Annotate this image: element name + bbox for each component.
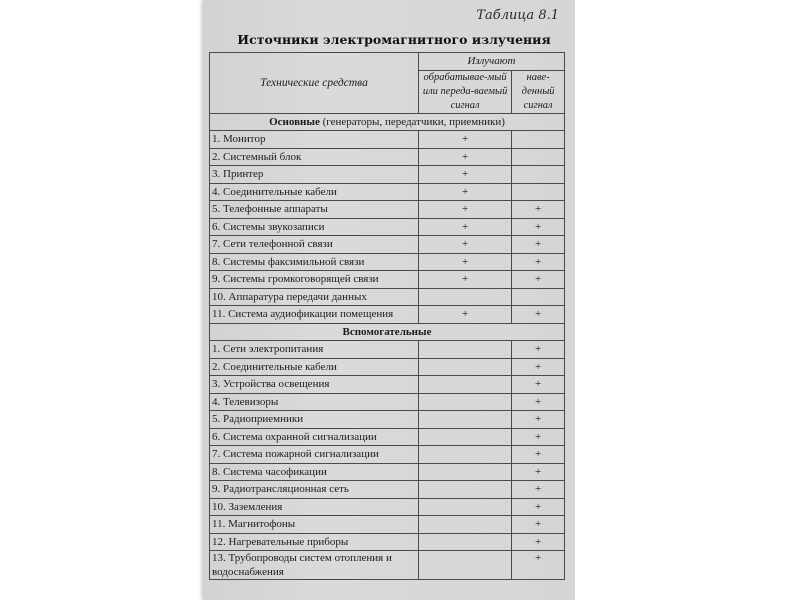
processed-signal-mark: +: [418, 166, 511, 184]
device-name-cell: 10. Аппаратура передачи данных: [210, 288, 419, 306]
induced-signal-mark: +: [512, 533, 565, 551]
processed-signal-mark: [418, 533, 511, 551]
table-title: Источники электромагнитного излучения: [237, 32, 551, 47]
induced-signal-mark: +: [512, 498, 565, 516]
table-row: [210, 393, 565, 411]
induced-signal-mark: [512, 166, 565, 184]
table-row: [210, 516, 565, 534]
induced-signal-mark: +: [512, 271, 565, 289]
induced-signal-mark: +: [512, 393, 565, 411]
device-name-cell: 5. Радиоприемники: [210, 411, 419, 429]
table-row: [210, 131, 565, 149]
section-row: [210, 113, 565, 131]
table-row: [210, 253, 565, 271]
processed-signal-mark: [418, 376, 511, 394]
device-name-cell: 7. Система пожарной сигнализации: [210, 446, 419, 464]
device-name-cell: 1. Сети электропитания: [210, 341, 419, 359]
table-row: [210, 183, 565, 201]
scanned-page: [203, 0, 575, 600]
induced-signal-mark: +: [512, 341, 565, 359]
induced-signal-mark: +: [512, 411, 565, 429]
processed-signal-mark: +: [418, 306, 511, 324]
device-name-cell: 8. Система часофикации: [210, 463, 419, 481]
induced-signal-mark: [512, 183, 565, 201]
device-name-cell: 11. Система аудиофикации помещения: [210, 306, 419, 324]
table-row: [210, 533, 565, 551]
device-name-cell: 6. Система охранной сигнализации: [210, 428, 419, 446]
table-row: [210, 148, 565, 166]
induced-signal-mark: [512, 288, 565, 306]
table-row: [210, 428, 565, 446]
processed-signal-mark: [418, 341, 511, 359]
induced-signal-mark: +: [512, 306, 565, 324]
processed-signal-mark: [418, 428, 511, 446]
processed-signal-mark: +: [418, 131, 511, 149]
header-induced-signal: наве-денный сигнал: [512, 70, 565, 113]
processed-signal-mark: [418, 498, 511, 516]
induced-signal-mark: +: [512, 201, 565, 219]
induced-signal-mark: +: [512, 376, 565, 394]
device-name-cell: 4. Соединительные кабели: [210, 183, 419, 201]
processed-signal-mark: [418, 551, 511, 580]
processed-signal-mark: [418, 481, 511, 499]
section-title-bold: Основные: [269, 115, 320, 128]
processed-signal-mark: +: [418, 218, 511, 236]
device-name-cell: 13. Трубопроводы систем отопления и водоснабжения: [210, 551, 419, 580]
processed-signal-mark: +: [418, 148, 511, 166]
induced-signal-mark: +: [512, 428, 565, 446]
device-name-cell: 12. Нагревательные приборы: [210, 533, 419, 551]
table-row: [210, 166, 565, 184]
emission-sources-table: [209, 52, 565, 580]
device-name-cell: 4. Телевизоры: [210, 393, 419, 411]
device-name-cell: 9. Радиотрансляционная сеть: [210, 481, 419, 499]
induced-signal-mark: +: [512, 481, 565, 499]
processed-signal-mark: [418, 516, 511, 534]
induced-signal-mark: +: [512, 218, 565, 236]
header-processed-signal: обрабатывае-мый или переда-ваемый сигнал: [418, 70, 511, 113]
processed-signal-mark: [418, 288, 511, 306]
processed-signal-mark: [418, 446, 511, 464]
table-row: [210, 463, 565, 481]
table-row: [210, 376, 565, 394]
induced-signal-mark: +: [512, 253, 565, 271]
table-row: [210, 306, 565, 324]
table-row: [210, 271, 565, 289]
processed-signal-mark: +: [418, 183, 511, 201]
table-row: [210, 446, 565, 464]
table-row: [210, 341, 565, 359]
device-name-cell: 2. Системный блок: [210, 148, 419, 166]
device-name-cell: 9. Системы громкоговорящей связи: [210, 271, 419, 289]
processed-signal-mark: [418, 411, 511, 429]
induced-signal-mark: +: [512, 358, 565, 376]
device-name-cell: 3. Устройства освещения: [210, 376, 419, 394]
table-number: Таблица 8.1: [476, 8, 559, 23]
device-name-cell: 5. Телефонные аппараты: [210, 201, 419, 219]
table-row: [210, 498, 565, 516]
processed-signal-mark: [418, 463, 511, 481]
section-row: [210, 323, 565, 341]
section-title-bold: Вспомогательные: [342, 325, 432, 338]
table-row: [210, 218, 565, 236]
device-name-cell: 6. Системы звукозаписи: [210, 218, 419, 236]
device-name-cell: 7. Сети телефонной связи: [210, 236, 419, 254]
processed-signal-mark: [418, 358, 511, 376]
table-body: [210, 113, 565, 580]
induced-signal-mark: +: [512, 551, 565, 580]
processed-signal-mark: +: [418, 253, 511, 271]
table-row: [210, 288, 565, 306]
table-row: [210, 236, 565, 254]
table-row: [210, 481, 565, 499]
induced-signal-mark: +: [512, 446, 565, 464]
table-row: [210, 201, 565, 219]
device-name-cell: 10. Заземления: [210, 498, 419, 516]
processed-signal-mark: +: [418, 271, 511, 289]
induced-signal-mark: +: [512, 236, 565, 254]
device-name-cell: 1. Монитор: [210, 131, 419, 149]
table-row: [210, 411, 565, 429]
processed-signal-mark: +: [418, 201, 511, 219]
processed-signal-mark: [418, 393, 511, 411]
device-name-cell: 11. Магнитофоны: [210, 516, 419, 534]
section-title: [210, 113, 565, 131]
induced-signal-mark: +: [512, 463, 565, 481]
induced-signal-mark: [512, 148, 565, 166]
device-name-cell: 3. Принтер: [210, 166, 419, 184]
table-row: [210, 358, 565, 376]
processed-signal-mark: +: [418, 236, 511, 254]
device-name-cell: 8. Системы факсимильной связи: [210, 253, 419, 271]
section-title-rest: (генераторы, передатчики, приемники): [322, 115, 505, 128]
induced-signal-mark: [512, 131, 565, 149]
table-row: [210, 551, 565, 580]
header-technical-means: Технические средства: [210, 53, 419, 114]
device-name-cell: 2. Соединительные кабели: [210, 358, 419, 376]
section-title: [210, 323, 565, 341]
induced-signal-mark: +: [512, 516, 565, 534]
header-emit-group: Излучают: [418, 53, 564, 71]
